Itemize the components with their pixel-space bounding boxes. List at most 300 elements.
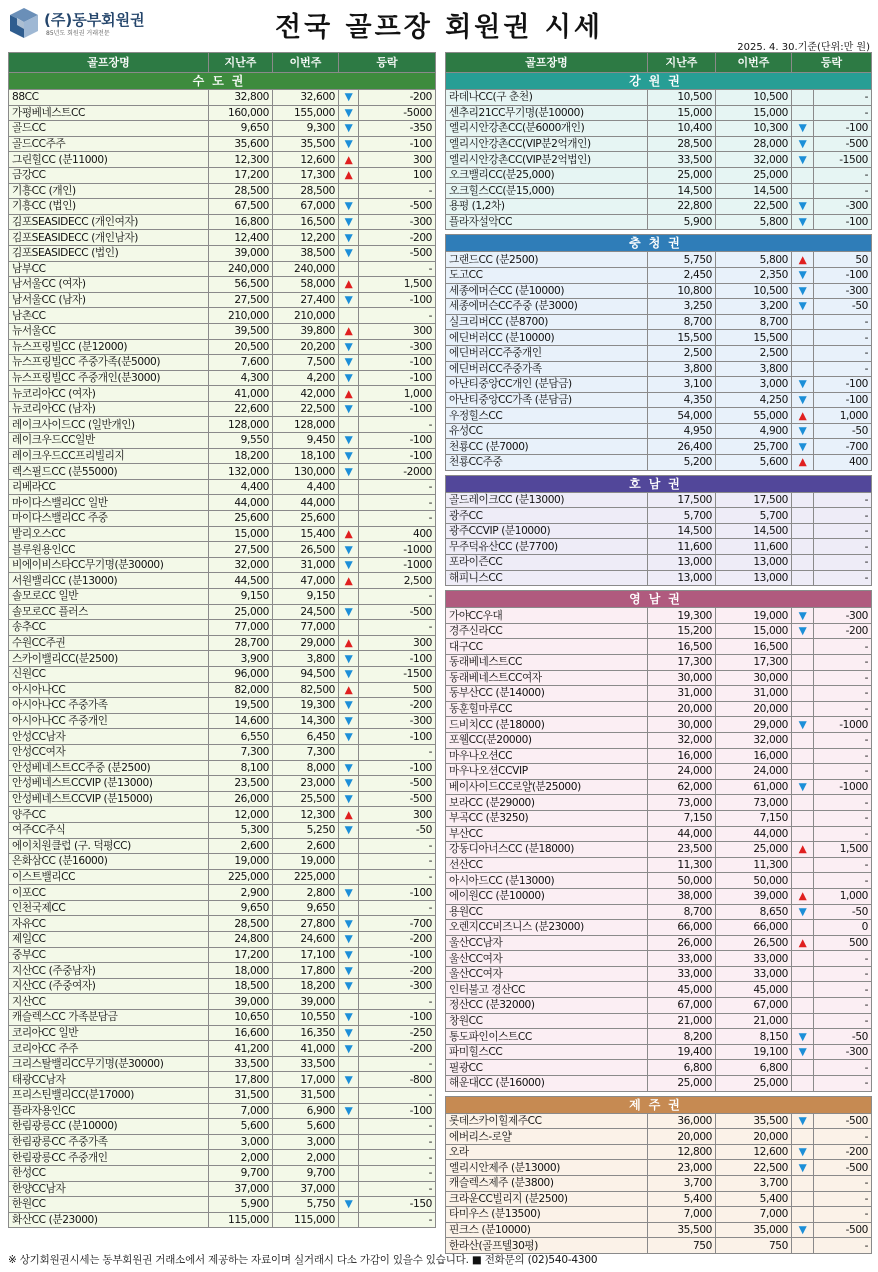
table-row bbox=[446, 966, 872, 982]
last-week-price: 8,700 bbox=[648, 904, 716, 920]
price-change: -500 bbox=[814, 1222, 872, 1238]
course-name: 도고CC bbox=[446, 267, 648, 283]
last-week-price: 3,800 bbox=[648, 361, 716, 377]
last-week-price: 2,500 bbox=[648, 345, 716, 361]
price-change: - bbox=[814, 1013, 872, 1029]
table-row bbox=[446, 842, 872, 858]
table-row bbox=[446, 1207, 872, 1223]
this-week-price: 94,500 bbox=[273, 666, 339, 682]
price-change: -100 bbox=[814, 121, 872, 137]
last-week-price: 3,250 bbox=[648, 299, 716, 315]
table-row bbox=[446, 90, 872, 106]
this-week-price: 27,800 bbox=[273, 916, 339, 932]
this-week-price: 35,500 bbox=[716, 1113, 792, 1129]
this-week-price: 31,000 bbox=[716, 686, 792, 702]
trend-blank bbox=[792, 655, 814, 671]
date-basis: 2025. 4. 30.기준(단위:만 원) bbox=[737, 42, 870, 53]
trend-blank bbox=[792, 826, 814, 842]
last-week-price: 19,500 bbox=[209, 698, 273, 714]
price-change: 1,000 bbox=[359, 386, 436, 402]
last-week-price: 6,800 bbox=[648, 1060, 716, 1076]
region-header-gangwon bbox=[446, 73, 872, 90]
last-week-price: 13,000 bbox=[648, 570, 716, 586]
last-week-price: 16,500 bbox=[648, 639, 716, 655]
region-label: 수도권 bbox=[9, 73, 436, 90]
table-row bbox=[9, 464, 436, 480]
course-name: 드비치CC (분18000) bbox=[446, 717, 648, 733]
this-week-price: 42,000 bbox=[273, 386, 339, 402]
price-change: -100 bbox=[359, 355, 436, 371]
trend-blank bbox=[339, 183, 359, 199]
last-week-price: 39,000 bbox=[209, 245, 273, 261]
this-week-price: 26,500 bbox=[273, 542, 339, 558]
table-row bbox=[9, 542, 436, 558]
trend-up-icon: ▲ bbox=[792, 252, 814, 268]
course-name: 이포CC bbox=[9, 885, 209, 901]
region-header-chungcheong bbox=[446, 235, 872, 252]
this-week-price: 4,400 bbox=[273, 479, 339, 495]
last-week-price: 17,200 bbox=[209, 947, 273, 963]
this-week-price: 44,000 bbox=[273, 495, 339, 511]
this-week-price: 4,200 bbox=[273, 370, 339, 386]
header-last-week: 지난주 bbox=[209, 53, 273, 73]
table-row bbox=[9, 1103, 436, 1119]
trend-down-icon: ▼ bbox=[339, 822, 359, 838]
this-week-price: 58,000 bbox=[273, 277, 339, 293]
course-name: 포웰CC(분20000) bbox=[446, 732, 648, 748]
this-week-price: 4,250 bbox=[716, 392, 792, 408]
course-name: 울산CC여자 bbox=[446, 966, 648, 982]
table-row bbox=[446, 423, 872, 439]
trend-down-icon: ▼ bbox=[792, 439, 814, 455]
table-row bbox=[9, 1041, 436, 1057]
table-row bbox=[446, 670, 872, 686]
this-week-price: 19,000 bbox=[716, 608, 792, 624]
table-row bbox=[9, 386, 436, 402]
this-week-price: 7,150 bbox=[716, 810, 792, 826]
last-week-price: 225,000 bbox=[209, 869, 273, 885]
left-column bbox=[8, 52, 435, 1228]
trend-down-icon: ▼ bbox=[339, 121, 359, 137]
this-week-price: 38,500 bbox=[273, 245, 339, 261]
table-row bbox=[9, 666, 436, 682]
trend-down-icon: ▼ bbox=[339, 230, 359, 246]
last-week-price: 8,700 bbox=[648, 314, 716, 330]
this-week-price: 20,000 bbox=[716, 701, 792, 717]
last-week-price: 5,200 bbox=[648, 455, 716, 471]
course-name: 양주CC bbox=[9, 807, 209, 823]
price-change: - bbox=[359, 308, 436, 324]
trend-down-icon: ▼ bbox=[339, 1103, 359, 1119]
table-row bbox=[9, 1181, 436, 1197]
price-change: -500 bbox=[814, 1113, 872, 1129]
this-week-price: 67,000 bbox=[273, 199, 339, 215]
table-row bbox=[9, 1212, 436, 1228]
last-week-price: 7,000 bbox=[209, 1103, 273, 1119]
table-row bbox=[446, 1060, 872, 1076]
trend-blank bbox=[792, 920, 814, 936]
table-row bbox=[9, 713, 436, 729]
trend-down-icon: ▼ bbox=[792, 779, 814, 795]
trend-blank bbox=[792, 998, 814, 1014]
last-week-price: 3,100 bbox=[648, 377, 716, 393]
trend-blank bbox=[339, 495, 359, 511]
last-week-price: 2,600 bbox=[209, 838, 273, 854]
course-name: 우정힐스CC bbox=[446, 408, 648, 424]
last-week-price: 31,000 bbox=[648, 686, 716, 702]
table-row bbox=[9, 1072, 436, 1088]
last-week-price: 5,900 bbox=[648, 214, 716, 230]
course-name: 서원밸리CC (분13000) bbox=[9, 573, 209, 589]
this-week-price: 15,000 bbox=[716, 623, 792, 639]
table-row bbox=[9, 604, 436, 620]
price-change: - bbox=[359, 1119, 436, 1135]
price-change: -200 bbox=[359, 230, 436, 246]
price-change: -300 bbox=[359, 214, 436, 230]
trend-down-icon: ▼ bbox=[339, 105, 359, 121]
last-week-price: 3,700 bbox=[648, 1176, 716, 1192]
last-week-price: 20,000 bbox=[648, 1129, 716, 1145]
trend-blank bbox=[792, 701, 814, 717]
last-week-price: 35,600 bbox=[209, 136, 273, 152]
course-name: 한림광릉CC (분10000) bbox=[9, 1119, 209, 1135]
table-row bbox=[9, 152, 436, 168]
course-name: 뉴스프링빌CC 주중개인(분3000) bbox=[9, 370, 209, 386]
price-change: 300 bbox=[359, 323, 436, 339]
this-week-price: 24,000 bbox=[716, 764, 792, 780]
this-week-price: 17,300 bbox=[716, 655, 792, 671]
course-name: 동래베네스트CC bbox=[446, 655, 648, 671]
trend-blank bbox=[339, 838, 359, 854]
last-week-price: 32,000 bbox=[648, 732, 716, 748]
table-row bbox=[446, 136, 872, 152]
trend-down-icon: ▼ bbox=[339, 557, 359, 573]
last-week-price: 33,500 bbox=[648, 152, 716, 168]
table-row bbox=[9, 339, 436, 355]
table-row bbox=[446, 392, 872, 408]
course-name: 가평베네스트CC bbox=[9, 105, 209, 121]
price-change: - bbox=[359, 1181, 436, 1197]
trend-up-icon: ▲ bbox=[792, 408, 814, 424]
trend-blank bbox=[792, 857, 814, 873]
price-change: -250 bbox=[359, 1025, 436, 1041]
table-row bbox=[446, 167, 872, 183]
trend-blank bbox=[792, 1176, 814, 1192]
price-change: -2000 bbox=[359, 464, 436, 480]
this-week-price: 17,500 bbox=[716, 492, 792, 508]
last-week-price: 30,000 bbox=[648, 717, 716, 733]
price-change: -150 bbox=[359, 1197, 436, 1213]
course-name: 인터불고 경산CC bbox=[446, 982, 648, 998]
table-row bbox=[446, 1222, 872, 1238]
course-name: 에버리스-로얄 bbox=[446, 1129, 648, 1145]
table-row bbox=[446, 1144, 872, 1160]
course-name: 오크밸리CC(분25,000) bbox=[446, 167, 648, 183]
trend-down-icon: ▼ bbox=[792, 608, 814, 624]
last-week-price: 5,700 bbox=[648, 508, 716, 524]
table-row bbox=[9, 729, 436, 745]
price-change: -300 bbox=[814, 1044, 872, 1060]
trend-blank bbox=[792, 732, 814, 748]
table-row bbox=[9, 635, 436, 651]
price-change: - bbox=[814, 764, 872, 780]
this-week-price: 5,600 bbox=[273, 1119, 339, 1135]
price-change: - bbox=[814, 1191, 872, 1207]
course-name: 울산CC여자 bbox=[446, 951, 648, 967]
last-week-price: 21,000 bbox=[648, 1013, 716, 1029]
course-name: 프리스틴밸리CC(분17000) bbox=[9, 1088, 209, 1104]
this-week-price: 33,000 bbox=[716, 951, 792, 967]
price-change: - bbox=[814, 701, 872, 717]
this-week-price: 7,500 bbox=[273, 355, 339, 371]
course-name: 천룡CC주중 bbox=[446, 455, 648, 471]
last-week-price: 28,500 bbox=[209, 183, 273, 199]
trend-blank bbox=[792, 1129, 814, 1145]
this-week-price: 39,000 bbox=[716, 888, 792, 904]
course-name: 세종에머슨CC주중 (분3000) bbox=[446, 299, 648, 315]
price-change: -100 bbox=[359, 292, 436, 308]
trend-down-icon: ▼ bbox=[339, 401, 359, 417]
trend-blank bbox=[339, 417, 359, 433]
course-name: 남부CC bbox=[9, 261, 209, 277]
this-week-price: 15,000 bbox=[716, 105, 792, 121]
trend-blank bbox=[792, 90, 814, 106]
course-name: 부산CC bbox=[446, 826, 648, 842]
trend-blank bbox=[339, 1134, 359, 1150]
price-change: -800 bbox=[359, 1072, 436, 1088]
this-week-price: 10,500 bbox=[716, 283, 792, 299]
table-row bbox=[446, 888, 872, 904]
course-name: 금강CC bbox=[9, 167, 209, 183]
table-row bbox=[9, 838, 436, 854]
table-row bbox=[446, 508, 872, 524]
price-change: -200 bbox=[814, 1144, 872, 1160]
this-week-price: 14,500 bbox=[716, 183, 792, 199]
last-week-price: 25,000 bbox=[209, 604, 273, 620]
last-week-price: 4,400 bbox=[209, 479, 273, 495]
this-week-price: 18,200 bbox=[273, 978, 339, 994]
last-week-price: 9,650 bbox=[209, 900, 273, 916]
price-change: -100 bbox=[359, 885, 436, 901]
table-row bbox=[446, 920, 872, 936]
table-row bbox=[9, 698, 436, 714]
left-price-table bbox=[8, 52, 436, 1228]
table-row bbox=[446, 330, 872, 346]
price-change: -100 bbox=[359, 729, 436, 745]
price-change: - bbox=[359, 589, 436, 605]
this-week-price: 10,550 bbox=[273, 1010, 339, 1026]
trend-blank bbox=[339, 1181, 359, 1197]
price-change: -50 bbox=[814, 299, 872, 315]
table-row bbox=[446, 1044, 872, 1060]
trend-down-icon: ▼ bbox=[339, 885, 359, 901]
trend-down-icon: ▼ bbox=[339, 433, 359, 449]
course-name: 한원CC bbox=[9, 1197, 209, 1213]
last-week-price: 5,750 bbox=[648, 252, 716, 268]
this-week-price: 45,000 bbox=[716, 982, 792, 998]
price-change: 1,500 bbox=[814, 842, 872, 858]
this-week-price: 29,000 bbox=[716, 717, 792, 733]
course-name: 동래베네스트CC여자 bbox=[446, 670, 648, 686]
course-name: 한림광릉CC 주중개인 bbox=[9, 1150, 209, 1166]
trend-blank bbox=[339, 479, 359, 495]
price-change: -200 bbox=[814, 623, 872, 639]
region-label: 충청권 bbox=[446, 235, 872, 252]
trend-blank bbox=[339, 1212, 359, 1228]
trend-blank bbox=[792, 1013, 814, 1029]
this-week-price: 5,400 bbox=[716, 1191, 792, 1207]
last-week-price: 10,650 bbox=[209, 1010, 273, 1026]
last-week-price: 35,500 bbox=[648, 1222, 716, 1238]
trend-down-icon: ▼ bbox=[339, 963, 359, 979]
this-week-price: 9,150 bbox=[273, 589, 339, 605]
course-name: 김포SEASIDECC (개인남자) bbox=[9, 230, 209, 246]
this-week-price: 10,300 bbox=[716, 121, 792, 137]
last-week-price: 25,000 bbox=[648, 167, 716, 183]
price-change: -100 bbox=[359, 433, 436, 449]
trend-blank bbox=[792, 1060, 814, 1076]
this-week-price: 26,500 bbox=[716, 935, 792, 951]
this-week-price: 39,000 bbox=[273, 994, 339, 1010]
last-week-price: 73,000 bbox=[648, 795, 716, 811]
last-week-price: 17,300 bbox=[648, 655, 716, 671]
this-week-price: 750 bbox=[716, 1238, 792, 1254]
this-week-price: 9,300 bbox=[273, 121, 339, 137]
this-week-price: 3,000 bbox=[273, 1134, 339, 1150]
table-row bbox=[446, 377, 872, 393]
last-week-price: 9,650 bbox=[209, 121, 273, 137]
region-header-yeongnam bbox=[446, 591, 872, 608]
last-week-price: 19,300 bbox=[648, 608, 716, 624]
table-row bbox=[9, 245, 436, 261]
table-row bbox=[446, 810, 872, 826]
table-row bbox=[9, 1119, 436, 1135]
last-week-price: 3,900 bbox=[209, 651, 273, 667]
table-row bbox=[9, 620, 436, 636]
course-name: 한양CC남자 bbox=[9, 1181, 209, 1197]
last-week-price: 14,500 bbox=[648, 183, 716, 199]
course-name: 실크리버CC (분8700) bbox=[446, 314, 648, 330]
trend-blank bbox=[792, 1238, 814, 1254]
price-change: - bbox=[814, 361, 872, 377]
table-row bbox=[9, 1197, 436, 1213]
course-name: 중부CC bbox=[9, 947, 209, 963]
trend-down-icon: ▼ bbox=[339, 1010, 359, 1026]
price-change: -5000 bbox=[359, 105, 436, 121]
trend-blank bbox=[339, 744, 359, 760]
course-name: 창원CC bbox=[446, 1013, 648, 1029]
course-name: 수원CC주권 bbox=[9, 635, 209, 651]
trend-down-icon: ▼ bbox=[339, 978, 359, 994]
course-name: 엘리시안강촌CC(분6000개인) bbox=[446, 121, 648, 137]
page-title: 전국 골프장 회원권 시세 bbox=[274, 12, 604, 43]
trend-down-icon: ▼ bbox=[339, 666, 359, 682]
this-week-price: 22,500 bbox=[273, 401, 339, 417]
header-change: 등락 bbox=[339, 53, 436, 73]
course-name: 베이사이드CC로얄(분25000) bbox=[446, 779, 648, 795]
course-name: 레이크우드CC프리빌리지 bbox=[9, 448, 209, 464]
course-name: 블루원용인CC bbox=[9, 542, 209, 558]
price-change: - bbox=[359, 854, 436, 870]
trend-blank bbox=[339, 261, 359, 277]
trend-up-icon: ▲ bbox=[339, 526, 359, 542]
trend-up-icon: ▲ bbox=[339, 167, 359, 183]
last-week-price: 62,000 bbox=[648, 779, 716, 795]
this-week-price: 9,700 bbox=[273, 1165, 339, 1181]
table-row bbox=[9, 479, 436, 495]
course-name: 지산CC (주중남자) bbox=[9, 963, 209, 979]
course-name: 광주CCVIP (분10000) bbox=[446, 523, 648, 539]
course-name: 에딘버러CC (분10000) bbox=[446, 330, 648, 346]
price-change: 500 bbox=[814, 935, 872, 951]
last-week-price: 7,150 bbox=[648, 810, 716, 826]
last-week-price: 11,600 bbox=[648, 539, 716, 555]
price-change: -100 bbox=[814, 392, 872, 408]
trend-down-icon: ▼ bbox=[339, 339, 359, 355]
this-week-price: 2,500 bbox=[716, 345, 792, 361]
price-change: -1000 bbox=[359, 542, 436, 558]
trend-down-icon: ▼ bbox=[339, 698, 359, 714]
trend-up-icon: ▲ bbox=[339, 277, 359, 293]
trend-down-icon: ▼ bbox=[339, 651, 359, 667]
trend-down-icon: ▼ bbox=[339, 916, 359, 932]
course-name: 센추리21CC무기명(분10000) bbox=[446, 105, 648, 121]
last-week-price: 4,950 bbox=[648, 423, 716, 439]
table-row bbox=[446, 1160, 872, 1176]
header-this-week: 이번주 bbox=[716, 53, 792, 73]
price-change: -100 bbox=[359, 401, 436, 417]
course-name: 아난티중앙CC개인 (분담금) bbox=[446, 377, 648, 393]
last-week-price: 9,700 bbox=[209, 1165, 273, 1181]
trend-down-icon: ▼ bbox=[339, 1041, 359, 1057]
trend-blank bbox=[792, 982, 814, 998]
trend-blank bbox=[792, 795, 814, 811]
price-change: 500 bbox=[359, 682, 436, 698]
course-name: 크리스탈밸리CC무기명(분30000) bbox=[9, 1056, 209, 1072]
this-week-price: 210,000 bbox=[273, 308, 339, 324]
this-week-price: 33,000 bbox=[716, 966, 792, 982]
course-name: 리베라CC bbox=[9, 479, 209, 495]
this-week-price: 32,000 bbox=[716, 732, 792, 748]
trend-blank bbox=[339, 1150, 359, 1166]
this-week-price: 18,100 bbox=[273, 448, 339, 464]
last-week-price: 15,000 bbox=[209, 526, 273, 542]
price-change: 400 bbox=[814, 455, 872, 471]
trend-up-icon: ▲ bbox=[339, 323, 359, 339]
price-change: - bbox=[359, 838, 436, 854]
price-change: - bbox=[359, 1165, 436, 1181]
price-change: - bbox=[359, 900, 436, 916]
trend-blank bbox=[792, 1076, 814, 1092]
trend-down-icon: ▼ bbox=[792, 623, 814, 639]
course-name: 타미우스 (분13500) bbox=[446, 1207, 648, 1223]
table-row bbox=[446, 826, 872, 842]
price-change: -300 bbox=[814, 283, 872, 299]
table-row bbox=[9, 167, 436, 183]
price-change: - bbox=[814, 90, 872, 106]
trend-blank bbox=[792, 810, 814, 826]
price-change: -500 bbox=[814, 136, 872, 152]
trend-down-icon: ▼ bbox=[792, 152, 814, 168]
trend-down-icon: ▼ bbox=[339, 355, 359, 371]
last-week-price: 77,000 bbox=[209, 620, 273, 636]
last-week-price: 5,400 bbox=[648, 1191, 716, 1207]
price-change: - bbox=[359, 183, 436, 199]
price-change: -500 bbox=[359, 245, 436, 261]
trend-blank bbox=[792, 314, 814, 330]
table-row bbox=[446, 1029, 872, 1045]
course-name: 여주CC주식 bbox=[9, 822, 209, 838]
